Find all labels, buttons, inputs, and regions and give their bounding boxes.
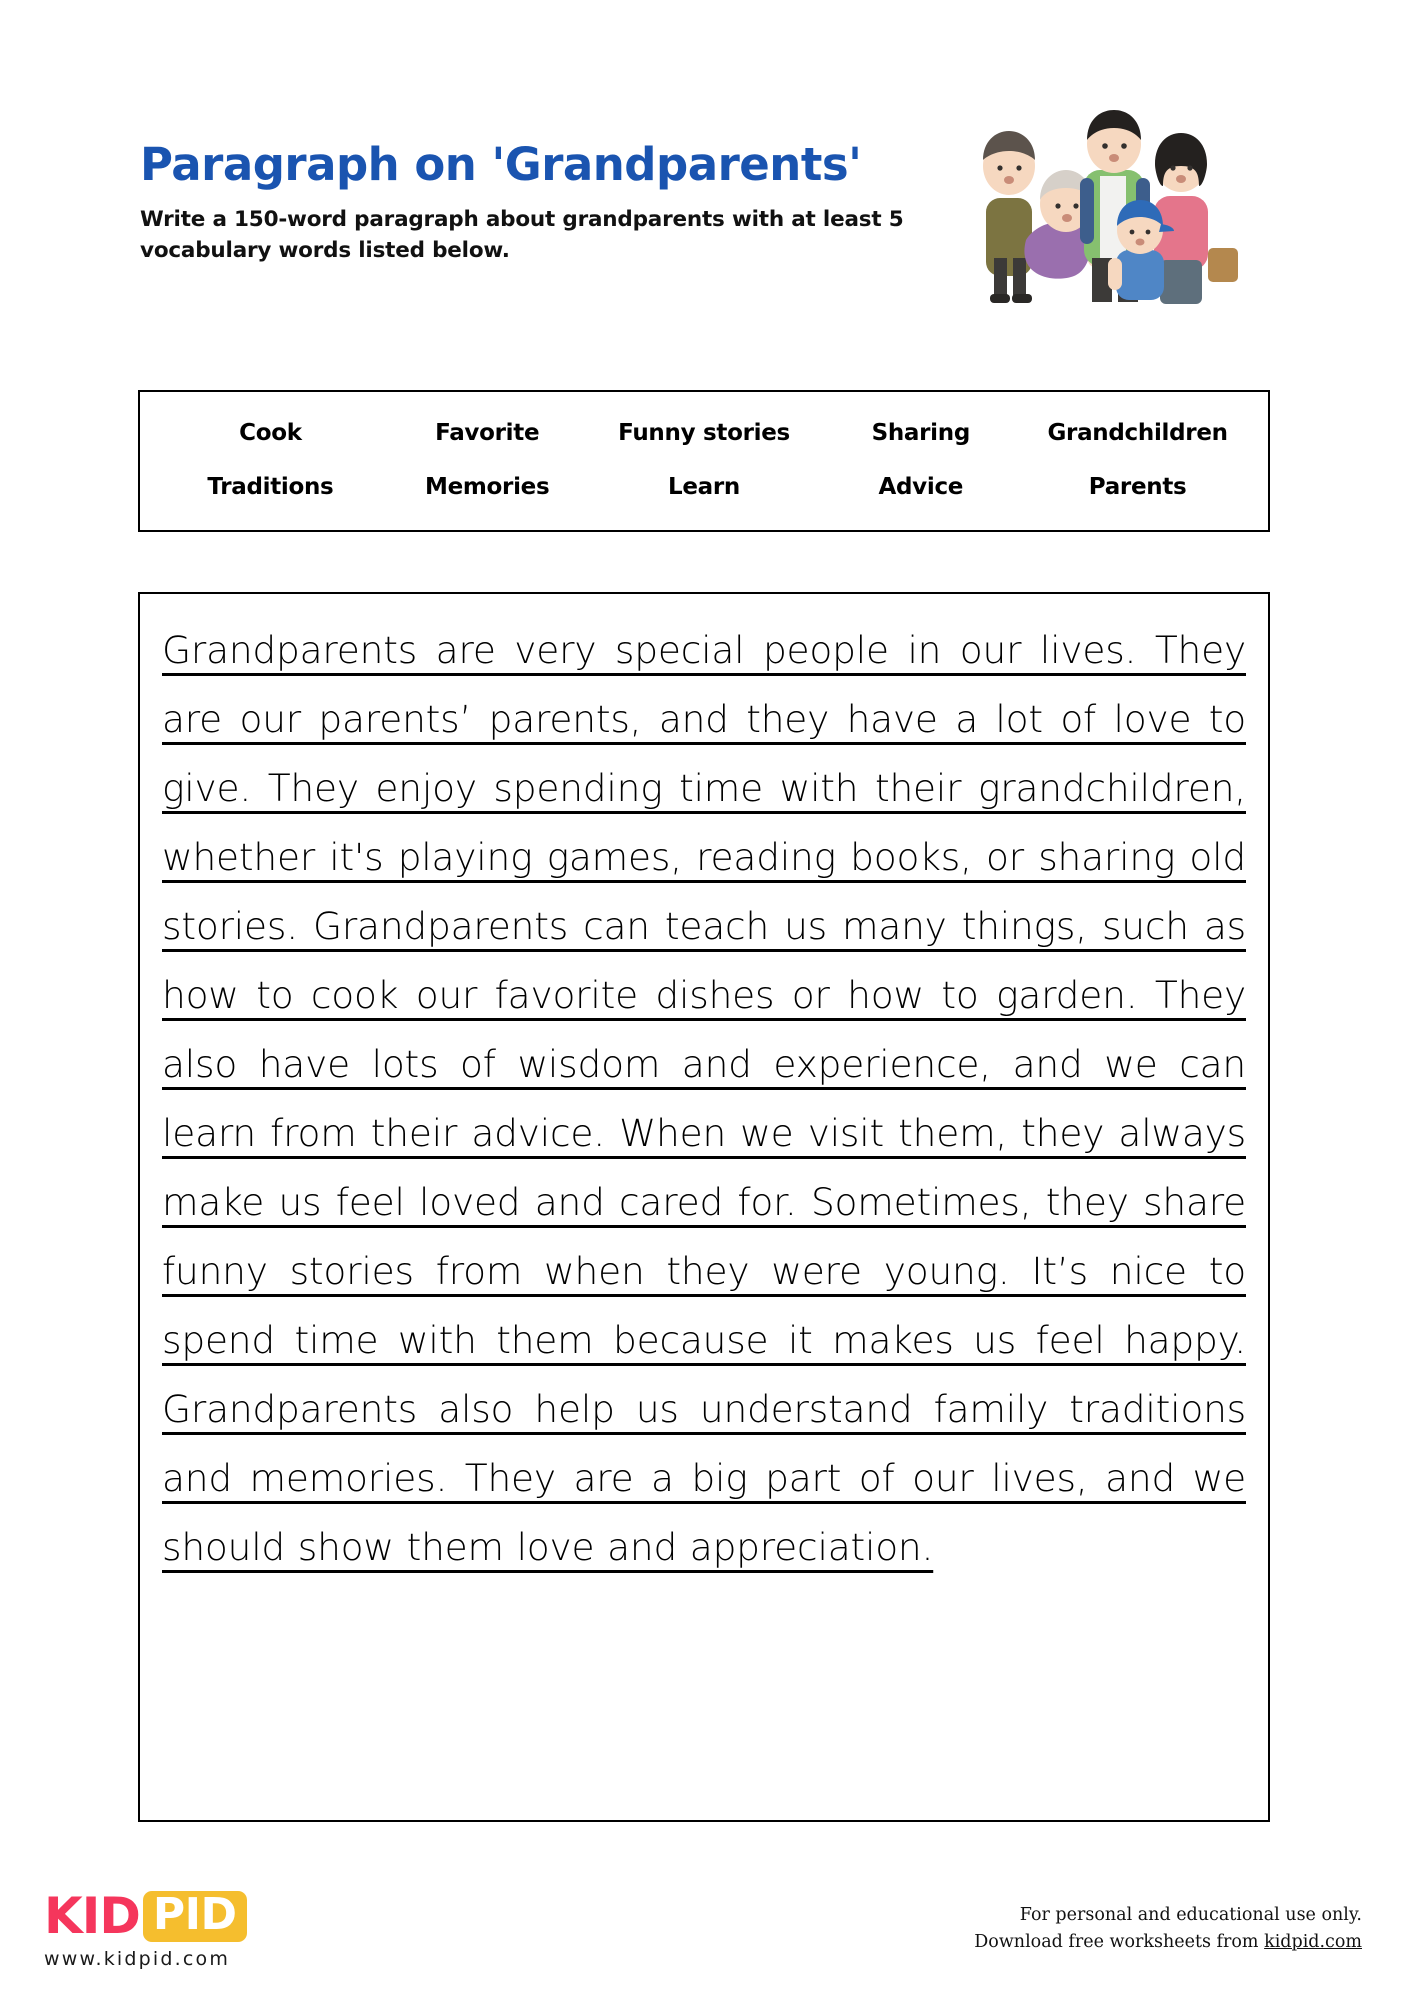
brand-footer <box>44 1888 374 1970</box>
vocab-word-sharing: Sharing <box>871 420 970 446</box>
grandfather-figure <box>983 131 1035 303</box>
vocab-word-learn: Learn <box>667 474 740 500</box>
family-illustration <box>968 108 1268 308</box>
page-title: Paragraph on 'Grandparents' <box>140 138 862 191</box>
usage-note-line-1: For personal and educational use only. <box>1019 1905 1362 1925</box>
logo-pid-badge <box>143 1888 247 1942</box>
vocab-word-advice: Advice <box>878 474 964 500</box>
vocab-word-memories: Memories <box>425 474 550 500</box>
logo-text-kid: KID <box>44 1887 140 1945</box>
vocab-word-parents: Parents <box>1088 474 1187 500</box>
kidpid-link[interactable]: kidpid.com <box>1264 1932 1362 1953</box>
worksheet-header <box>140 140 970 266</box>
website-url[interactable]: www.kidpid.com <box>44 1948 231 1970</box>
logo-text-pid: PID <box>152 1888 237 1940</box>
mother-figure <box>1154 133 1238 304</box>
usage-note <box>974 1902 1362 1956</box>
usage-note-prefix: Download free worksheets from <box>974 1932 1265 1953</box>
kidpid-logo <box>44 1888 374 1944</box>
vocabulary-row-2 <box>162 474 1246 500</box>
worksheet-instructions: Write a 150-word paragraph about grandparents with at least 5 vocabulary words listed below. <box>140 206 904 263</box>
vocab-word-cook: Cook <box>239 420 302 446</box>
paragraph-answer-text: Grandparents are very special people in our lives. They are our parents’ parents, and they have a lot of love to give. They enjoy spending time with their grandchildren, whether it's playing games, reading books, or sharing old stories. Grandparents can teach us many things, such as how to cook our favorite dishes or how to garden. They also have lots of wisdom and experience, and we can learn from their advice. When we visit them, they always make us feel loved and cared for. Sometimes, they share funny stories from when they were young. It’s nice to spend time with them because it makes us feel happy. Grandparents also help us understand family traditions and memories. They are a big part of our lives, and we should show them love and appreciation. <box>162 628 1246 1569</box>
vocab-word-funny-stories: Funny stories <box>618 420 790 446</box>
vocabulary-row-1 <box>162 420 1246 446</box>
vocab-word-traditions: Traditions <box>207 474 334 500</box>
vocab-word-favorite: Favorite <box>435 420 540 446</box>
usage-note-line-2 <box>974 1929 1362 1956</box>
vocabulary-word-bank <box>138 390 1270 532</box>
vocab-word-grandchildren: Grandchildren <box>1047 420 1228 446</box>
paragraph-answer-box[interactable] <box>138 592 1270 1822</box>
